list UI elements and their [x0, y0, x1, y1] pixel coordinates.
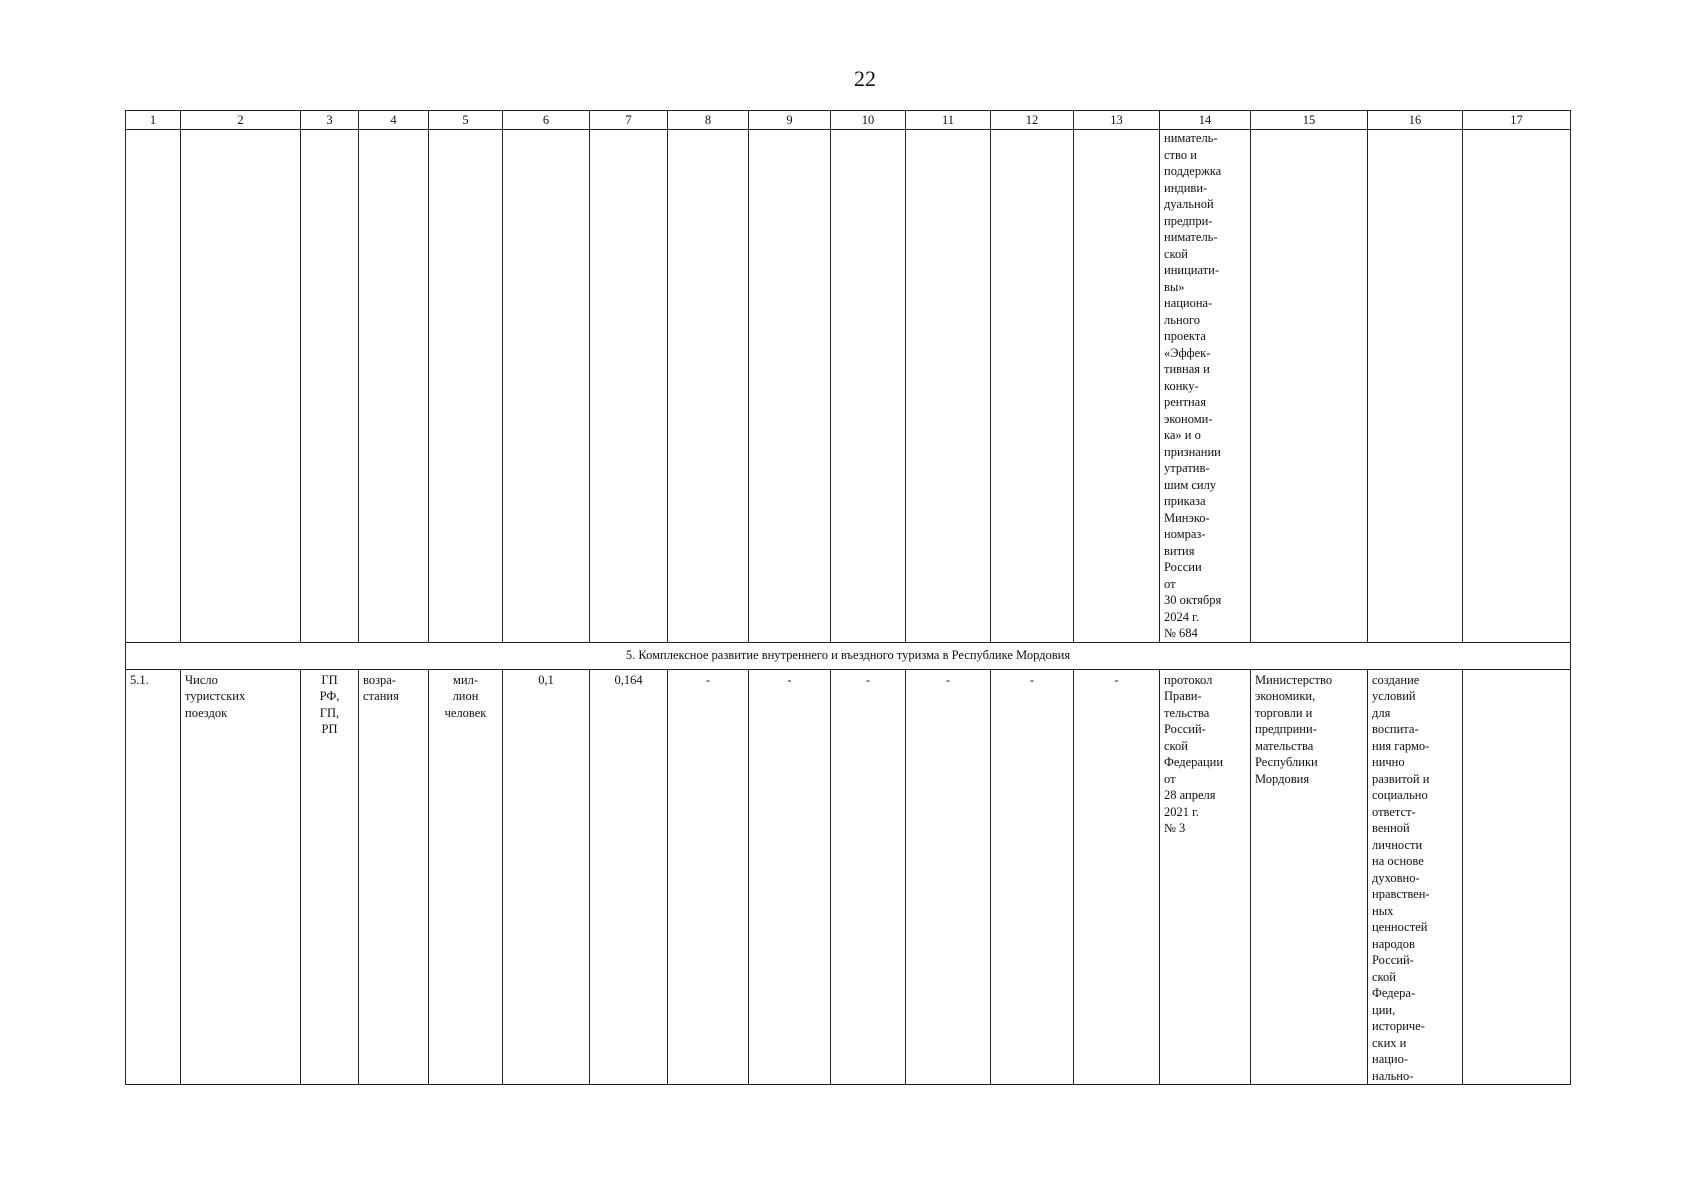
column-number: 8 [668, 111, 749, 130]
table-cell [906, 130, 991, 643]
table-cell [181, 130, 301, 643]
legal-basis-continued: ниматель- ство и поддержка индиви- дуальной предпри- ниматель- ской инициати- вы» национа- льного проекта «Эффек- тивная и конку- рентная экономи- ка» и о признании утратив- шим силу приказа Минэко- номраз- вития России от 30 октября 2024 г. № 684 [1160, 130, 1251, 643]
table-cell [503, 130, 590, 643]
base-value: 0,1 [503, 669, 590, 1085]
value-col9: - [749, 669, 831, 1085]
indicators-table [125, 110, 1571, 1085]
column-number: 12 [991, 111, 1074, 130]
page-number: 22 [854, 66, 876, 91]
value-col13: - [1074, 669, 1160, 1085]
column-number: 5 [429, 111, 503, 130]
table-row [126, 669, 1571, 1085]
table-cell [359, 130, 429, 643]
table-cell [831, 130, 906, 643]
section-heading-row [126, 642, 1571, 669]
value-col12: - [991, 669, 1074, 1085]
value-col8: - [668, 669, 749, 1085]
indicator-level: ГП РФ, ГП, РП [301, 669, 359, 1085]
value-col10: - [831, 669, 906, 1085]
column-number: 7 [590, 111, 668, 130]
column-number-row [126, 111, 1571, 130]
table-cell [429, 130, 503, 643]
indicator-trend: возра- стания [359, 669, 429, 1085]
table-cell [301, 130, 359, 643]
column-number: 6 [503, 111, 590, 130]
column-number: 15 [1251, 111, 1368, 130]
table-cell [590, 130, 668, 643]
table-cell [1463, 130, 1571, 643]
table-cell [1251, 130, 1368, 643]
table-cell [1368, 130, 1463, 643]
value-col11: - [906, 669, 991, 1085]
unit-of-measure: мил- лион человек [429, 669, 503, 1085]
column-number: 4 [359, 111, 429, 130]
value-col7: 0,164 [590, 669, 668, 1085]
legal-basis: протокол Прави- тельства Россий- ской Федерации от 28 апреля 2021 г. № 3 [1160, 669, 1251, 1085]
table-cell [1463, 669, 1571, 1085]
table-cell [126, 130, 181, 643]
column-number: 1 [126, 111, 181, 130]
column-number: 13 [1074, 111, 1160, 130]
column-number: 14 [1160, 111, 1251, 130]
column-number: 3 [301, 111, 359, 130]
table-cell [991, 130, 1074, 643]
column-number: 9 [749, 111, 831, 130]
column-number: 10 [831, 111, 906, 130]
section-title: 5. Комплексное развитие внутреннего и въездного туризма в Республике Мордовия [126, 642, 1571, 669]
table-cell [668, 130, 749, 643]
column-number: 16 [1368, 111, 1463, 130]
table-cell [749, 130, 831, 643]
continued-row [126, 130, 1571, 643]
table-cell [1074, 130, 1160, 643]
column-number: 17 [1463, 111, 1571, 130]
responsible-body: Министерство экономики, торговли и предприни- мательства Республики Мордовия [1251, 669, 1368, 1085]
row-number: 5.1. [126, 669, 181, 1085]
indicator-name: Число туристских поездок [181, 669, 301, 1085]
goal-link: создание условий для воспита- ния гармо- нично развитой и социально ответст- венной личности на основе духовно- нравствен- ных ценностей народов Россий- ской Федера- ции, истoриче- ских и нацио- нально- [1368, 669, 1463, 1085]
column-number: 11 [906, 111, 991, 130]
column-number: 2 [181, 111, 301, 130]
